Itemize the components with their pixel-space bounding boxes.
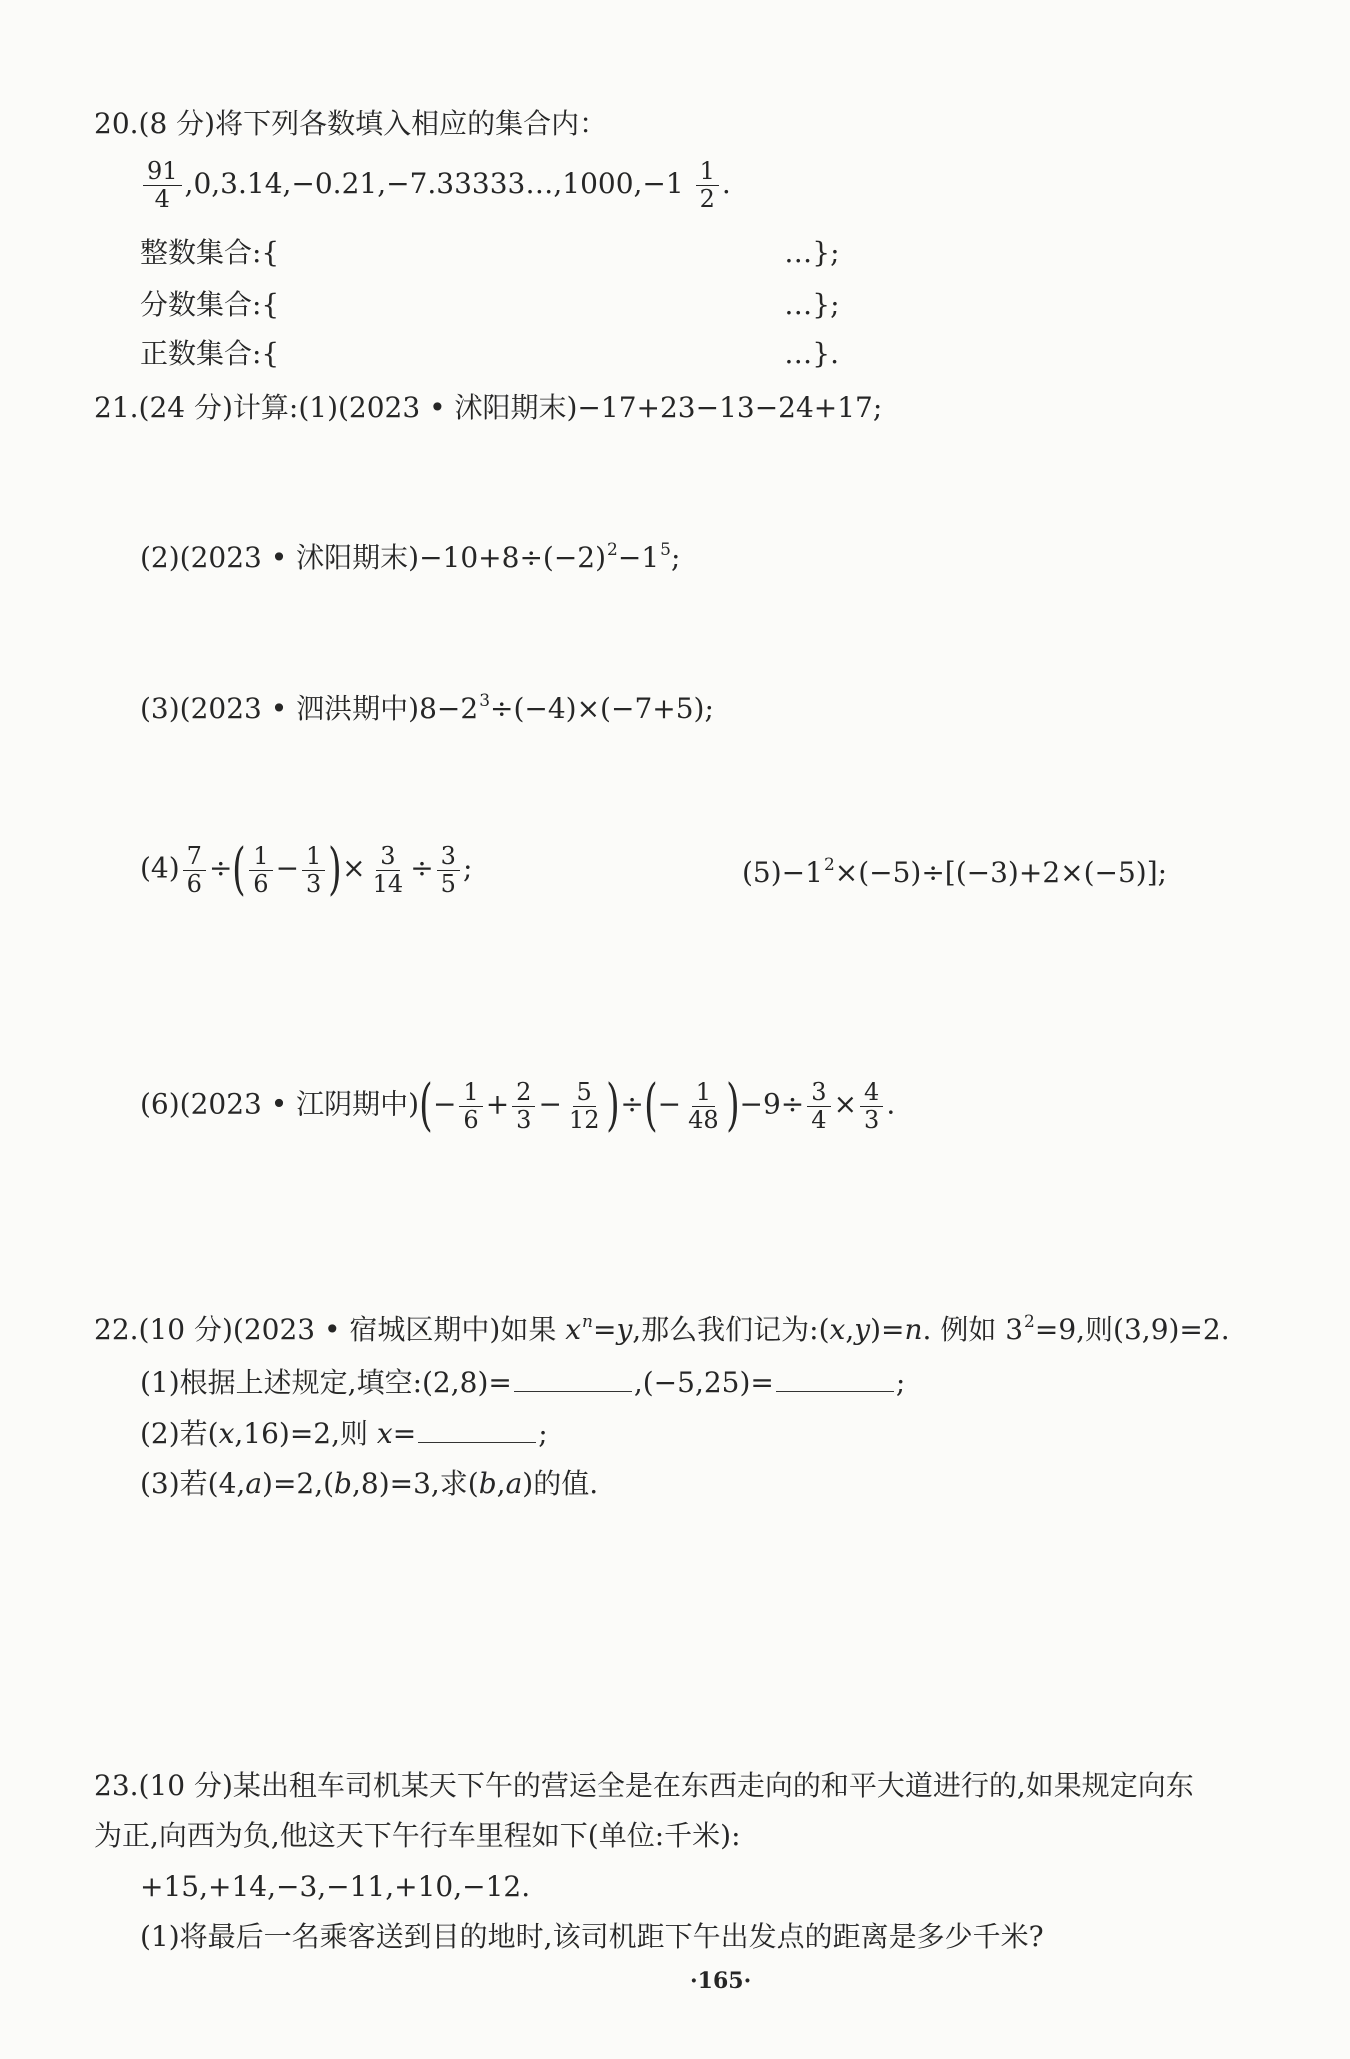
fraction-denominator: 6: [463, 1105, 479, 1134]
superscript: 2: [823, 855, 835, 875]
fraction: [565, 1079, 604, 1134]
text-run: =: [392, 1417, 417, 1450]
text-run: 正数集合:{: [140, 337, 280, 370]
question-21-part-5: [742, 853, 1330, 897]
fraction-denominator: 12: [568, 1105, 600, 1134]
fraction-denominator: 4: [811, 1105, 827, 1134]
fraction-numerator: 91: [143, 158, 182, 186]
text-run: 整数集合:{: [140, 236, 280, 269]
fraction: [302, 843, 325, 898]
positive-set-line: [140, 334, 1330, 374]
text-run: =9,则(3,9)=2.: [1034, 1313, 1230, 1346]
question-21-part-6: [140, 1073, 1330, 1138]
text-run: )的值.: [522, 1467, 599, 1500]
fraction-numerator: 1: [692, 1079, 715, 1107]
text-run: ,8)=3,求(: [351, 1467, 479, 1500]
text-run: +: [485, 1087, 510, 1121]
superscript: 3: [479, 691, 491, 711]
fraction: [459, 1079, 482, 1134]
math-variable: b: [334, 1467, 352, 1500]
answer-blank: [776, 1365, 894, 1392]
page-number: ·165·: [690, 1968, 752, 1994]
fraction-numerator: 5: [573, 1079, 596, 1107]
fraction-denominator: 3: [516, 1105, 532, 1134]
fraction: [369, 843, 408, 898]
math-variable: y: [616, 1313, 633, 1346]
question-22-part-1: [140, 1363, 1330, 1403]
text-run: ÷: [410, 851, 434, 885]
fraction-denominator: 48: [688, 1105, 719, 1134]
fraction-numerator: 7: [183, 843, 206, 871]
math-variable: x: [565, 1313, 582, 1346]
question-23-part-1: [140, 1917, 1330, 1957]
fraction: [249, 843, 272, 898]
text-run: …};: [784, 288, 840, 321]
fraction-numerator: 3: [437, 843, 460, 871]
fraction-denominator: 2: [699, 185, 715, 213]
question-21-part-2: [140, 538, 1330, 582]
integer-set-line: [140, 233, 1330, 273]
question-21-part-4: [140, 837, 710, 902]
question-22-part-3: [140, 1464, 1330, 1504]
text-run: )=2,(: [262, 1467, 335, 1500]
text-run: ,0,3.14,−0.21,−7.33333…,1000,−1: [184, 167, 693, 200]
question-22-stem: [94, 1310, 1330, 1354]
fraction-set-line: [140, 285, 1330, 325]
text-run: 22.(10 分)(2023 • 宿城区期中)如果: [94, 1313, 566, 1346]
fraction-numerator: 4: [860, 1079, 883, 1107]
fraction: [512, 1079, 535, 1134]
text-run: (1)根据上述规定,填空:(2,8)=: [140, 1366, 512, 1399]
answer-blank: [418, 1416, 536, 1443]
text-run: =: [592, 1313, 617, 1346]
math-variable: a: [245, 1467, 263, 1500]
text-run: ;: [895, 1366, 906, 1399]
text-run: . 例如 3: [922, 1313, 1024, 1346]
question-21-part-1: [94, 388, 1330, 428]
fraction: [696, 158, 719, 213]
math-variable: x: [376, 1417, 393, 1450]
math-variable: b: [478, 1467, 497, 1500]
text-run: (3)(2023 • 泗洪期中)8−2: [140, 692, 479, 725]
text-run: .: [721, 167, 731, 200]
text-run: ,那么我们记为:(: [632, 1313, 830, 1346]
fraction-numerator: 2: [512, 1079, 535, 1107]
fraction-numerator: 1: [696, 158, 719, 186]
text-run: …}.: [784, 337, 839, 370]
fraction: [807, 1079, 830, 1134]
fraction-denominator: 4: [154, 185, 170, 213]
text-run: 为正,向西为负,他这天下午行车里程如下(单位:千米):: [94, 1819, 741, 1852]
fraction: [684, 1079, 723, 1134]
fraction-denominator: 3: [306, 869, 322, 898]
question-21-part-3: [140, 689, 1330, 733]
text-run: )=: [870, 1313, 905, 1346]
question-20-stem: [94, 104, 1330, 144]
question-23-stem-line-1: [94, 1766, 1330, 1806]
text-run: 21.(24 分)计算:(1)(2023 • 沭阳期末)−17+23−13−24+17;: [94, 391, 883, 424]
big-parenthesis: (: [643, 1073, 658, 1138]
question-23-mileage-list: [140, 1867, 1330, 1907]
text-run: (5)−1: [742, 856, 823, 889]
text-run: ;: [462, 851, 473, 885]
text-run: −: [432, 1087, 457, 1121]
math-variable: y: [854, 1313, 871, 1346]
text-run: (6)(2023 • 江阴期中): [140, 1087, 420, 1121]
text-run: −1: [617, 541, 660, 574]
text-run: −: [657, 1087, 682, 1121]
fraction-denominator: 5: [440, 869, 456, 898]
big-parenthesis: (: [419, 1073, 433, 1138]
text-run: −9÷: [739, 1087, 805, 1121]
fraction: [143, 158, 182, 213]
text-run: ×(−5)÷[(−3)+2×(−5)];: [834, 856, 1168, 889]
fraction-denominator: 6: [186, 869, 202, 898]
fraction-denominator: 14: [372, 869, 404, 898]
text-run: …};: [784, 236, 840, 269]
fraction-numerator: 1: [249, 843, 272, 871]
answer-blank: [514, 1365, 632, 1392]
superscript: 2: [1024, 1312, 1035, 1332]
fraction-denominator: 3: [864, 1105, 880, 1134]
text-run: (1)将最后一名乘客送到目的地时,该司机距下午出发点的距离是多少千米?: [140, 1920, 1044, 1953]
question-20-numbers: [140, 158, 1330, 213]
fraction: [437, 843, 460, 898]
text-run: ,16)=2,则: [234, 1417, 377, 1450]
text-run: ;: [670, 541, 681, 574]
text-run: ÷(−4)×(−7+5);: [490, 692, 714, 725]
text-run: ×: [342, 851, 366, 885]
text-run: 分数集合:{: [140, 288, 280, 321]
text-run: ,: [845, 1313, 855, 1346]
fraction-numerator: 3: [807, 1079, 830, 1107]
text-run: .: [886, 1087, 896, 1121]
text-run: 20.(8 分)将下列各数填入相应的集合内：: [94, 107, 608, 140]
fraction-numerator: 1: [459, 1079, 482, 1107]
superscript: 2: [607, 540, 618, 560]
text-run: 23.(10 分)某出租车司机某天下午的营运全是在东西走向的和平大道进行的,如果规定向东: [94, 1769, 1194, 1802]
text-run: ,(−5,25)=: [633, 1366, 774, 1399]
big-parenthesis: ): [328, 837, 343, 902]
text-run: (2)(2023 • 沭阳期末)−10+8÷(−2): [140, 541, 607, 574]
fraction-numerator: 1: [302, 843, 325, 871]
math-variable: n: [904, 1313, 923, 1346]
big-parenthesis: ): [606, 1073, 621, 1138]
text-run: (4): [140, 851, 180, 885]
text-run: ,: [496, 1467, 506, 1500]
math-variable: x: [829, 1313, 846, 1346]
fraction-denominator: 6: [253, 869, 269, 898]
text-run: ÷: [620, 1087, 644, 1121]
text-run: −: [275, 851, 300, 885]
fraction: [183, 843, 206, 898]
superscript: 5: [660, 540, 671, 560]
text-run: (3)若(4,: [140, 1467, 246, 1500]
text-run: +15,+14,−3,−11,+10,−12.: [140, 1870, 531, 1903]
text-run: ×: [833, 1087, 858, 1121]
fraction: [860, 1079, 883, 1134]
text-run: −: [538, 1087, 562, 1121]
text-run: ÷: [208, 851, 233, 885]
question-23-stem-line-2: [94, 1816, 1330, 1856]
math-variable: x: [218, 1417, 235, 1450]
fraction-numerator: 3: [376, 843, 399, 871]
text-run: ;: [538, 1417, 548, 1450]
superscript-variable: n: [582, 1312, 593, 1332]
question-22-part-2: [140, 1414, 1330, 1454]
text-run: (2)若(: [140, 1417, 219, 1450]
big-parenthesis: (: [232, 837, 247, 902]
math-variable: a: [505, 1467, 523, 1500]
big-parenthesis: ): [725, 1073, 740, 1138]
